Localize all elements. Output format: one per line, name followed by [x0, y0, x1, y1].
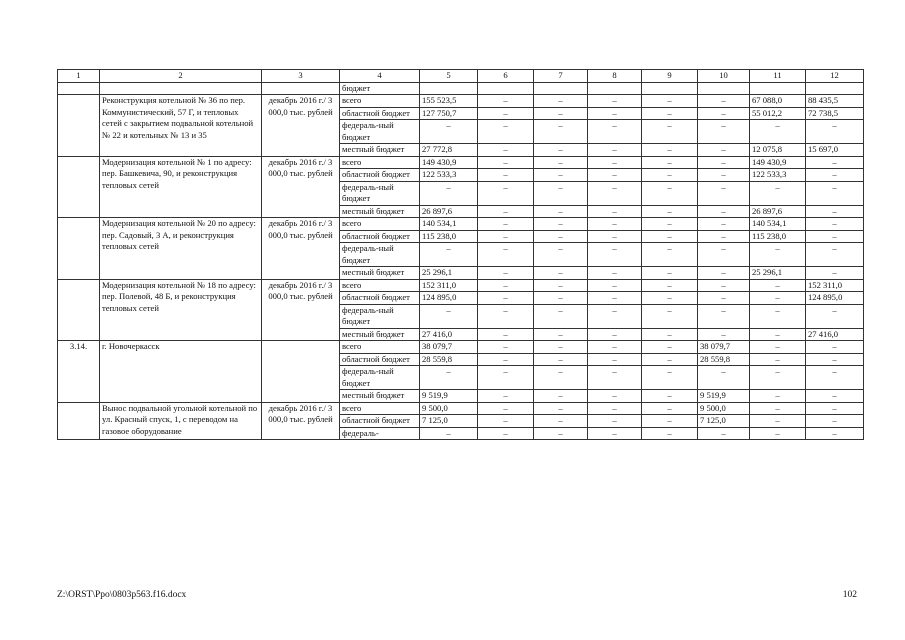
project-name: г. Новочеркасск [100, 341, 262, 403]
footer-file-path: Z:\ORST\Ppo\0803p563.f16.docx [57, 590, 187, 600]
amount-cell: – [478, 427, 534, 440]
amount-cell: 7 125,0 [698, 415, 750, 428]
amount-cell: – [478, 181, 534, 205]
amount-cell: – [534, 156, 588, 169]
item-number [58, 156, 100, 218]
amount-cell: 28 559,8 [698, 353, 750, 366]
amount-cell: – [698, 304, 750, 328]
amount-cell: – [806, 304, 864, 328]
amount-cell: 27 416,0 [806, 328, 864, 341]
amount-cell: – [478, 366, 534, 390]
amount-cell: – [534, 366, 588, 390]
amount-cell: – [588, 218, 642, 231]
table-row [58, 341, 864, 354]
amount-cell: – [806, 390, 864, 403]
amount-cell: 88 435,5 [806, 95, 864, 108]
amount-cell: 27 772,8 [420, 144, 478, 157]
column-header: 3 [262, 70, 340, 83]
amount-cell: – [806, 415, 864, 428]
amount-cell: 38 079,7 [420, 341, 478, 354]
column-header: 12 [806, 70, 864, 83]
funding-source: областной бюджет [340, 230, 420, 243]
amount-cell: 124 895,0 [420, 292, 478, 305]
funding-source: всего [340, 402, 420, 415]
amount-cell: – [588, 107, 642, 120]
amount-cell: – [478, 243, 534, 267]
amount-cell: 115 238,0 [750, 230, 806, 243]
item-number [58, 402, 100, 440]
amount-cell: – [698, 218, 750, 231]
amount-cell: – [420, 120, 478, 144]
amount-cell: 122 533,3 [420, 169, 478, 182]
funding-source: областной бюджет [340, 292, 420, 305]
column-header: 1 [58, 70, 100, 83]
amount-cell: – [588, 279, 642, 292]
amount-cell: 9 500,0 [420, 402, 478, 415]
amount-cell: 25 296,1 [750, 267, 806, 280]
amount-cell: – [642, 279, 698, 292]
table-row [58, 95, 864, 108]
amount-cell: – [588, 402, 642, 415]
amount-cell: – [478, 279, 534, 292]
amount-cell: – [642, 304, 698, 328]
amount-cell: – [806, 218, 864, 231]
project-name: Вынос подвальной угольной котельной по ул. Красный спуск, 1, с переводом на газовое оборудование [100, 402, 262, 440]
empty-cell [478, 82, 534, 95]
amount-cell: 127 750,7 [420, 107, 478, 120]
amount-cell: – [698, 366, 750, 390]
amount-cell: – [806, 402, 864, 415]
amount-cell: – [588, 156, 642, 169]
amount-cell: – [642, 267, 698, 280]
amount-cell: – [534, 353, 588, 366]
amount-cell: 28 559,8 [420, 353, 478, 366]
funding-source: федераль-ный бюджет [340, 243, 420, 267]
amount-cell: – [478, 169, 534, 182]
item-number [58, 218, 100, 280]
amount-cell: 7 125,0 [420, 415, 478, 428]
amount-cell: – [806, 353, 864, 366]
amount-cell: 72 738,5 [806, 107, 864, 120]
amount-cell: – [698, 230, 750, 243]
amount-cell: – [698, 181, 750, 205]
amount-cell: – [478, 304, 534, 328]
amount-cell: – [534, 341, 588, 354]
amount-cell: – [478, 390, 534, 403]
amount-cell: – [534, 292, 588, 305]
amount-cell: – [698, 120, 750, 144]
column-number-header-row [58, 70, 864, 83]
amount-cell: – [698, 267, 750, 280]
amount-cell: 122 533,3 [750, 169, 806, 182]
funding-source: федераль-ный бюджет [340, 181, 420, 205]
amount-cell: – [534, 230, 588, 243]
amount-cell: – [642, 107, 698, 120]
empty-cell [58, 82, 100, 95]
amount-cell: – [750, 390, 806, 403]
empty-cell [698, 82, 750, 95]
funding-source: областной бюджет [340, 169, 420, 182]
amount-cell: – [534, 169, 588, 182]
amount-cell: – [806, 205, 864, 218]
amount-cell: – [642, 144, 698, 157]
funding-source: федераль-ный бюджет [340, 304, 420, 328]
amount-cell: – [534, 328, 588, 341]
amount-cell: – [478, 120, 534, 144]
amount-cell: – [698, 156, 750, 169]
amount-cell: 27 416,0 [420, 328, 478, 341]
amount-cell: – [588, 366, 642, 390]
amount-cell: – [588, 390, 642, 403]
empty-cell [262, 82, 340, 95]
amount-cell: – [588, 304, 642, 328]
amount-cell: – [642, 120, 698, 144]
amount-cell: – [642, 95, 698, 108]
funding-source: местный бюджет [340, 267, 420, 280]
funding-source: всего [340, 279, 420, 292]
amount-cell: 25 296,1 [420, 267, 478, 280]
amount-cell: – [478, 353, 534, 366]
funding-source: всего [340, 341, 420, 354]
amount-cell: 140 534,1 [750, 218, 806, 231]
amount-cell: – [420, 181, 478, 205]
amount-cell: – [698, 292, 750, 305]
completion-term: декабрь 2016 г./ 3 000,0 тыс. рублей [262, 156, 340, 218]
amount-cell: – [642, 205, 698, 218]
amount-cell: – [642, 230, 698, 243]
project-name: Модернизация котельной № 20 по адресу: пер. Садовый, 3 А, и реконструкция тепловых сетей [100, 218, 262, 280]
amount-cell: – [420, 366, 478, 390]
funding-source: федераль-ный бюджет [340, 120, 420, 144]
amount-cell: 149 430,9 [750, 156, 806, 169]
amount-cell: 140 534,1 [420, 218, 478, 231]
amount-cell: 152 311,0 [806, 279, 864, 292]
amount-cell: – [698, 243, 750, 267]
funding-source: местный бюджет [340, 144, 420, 157]
amount-cell: – [642, 169, 698, 182]
amount-cell: – [806, 181, 864, 205]
amount-cell: – [698, 427, 750, 440]
amount-cell: – [588, 95, 642, 108]
amount-cell: – [642, 341, 698, 354]
project-name: Модернизация котельной № 18 по адресу: пер. Полевой, 48 Б, и реконструкция тепловых сетей [100, 279, 262, 341]
amount-cell: – [478, 230, 534, 243]
amount-cell: – [698, 328, 750, 341]
amount-cell: – [642, 390, 698, 403]
funding-source: местный бюджет [340, 205, 420, 218]
amount-cell: – [698, 107, 750, 120]
amount-cell: – [642, 218, 698, 231]
amount-cell: – [642, 243, 698, 267]
amount-cell: – [642, 427, 698, 440]
funding-source: всего [340, 218, 420, 231]
column-header: 4 [340, 70, 420, 83]
amount-cell: – [806, 169, 864, 182]
footer-page-number: 102 [842, 590, 857, 600]
project-name: Модернизация котельной № 1 по адресу: пер. Башкевича, 90, и реконструкция тепловых сетей [100, 156, 262, 218]
amount-cell: – [534, 95, 588, 108]
amount-cell: – [642, 353, 698, 366]
amount-cell: – [588, 181, 642, 205]
funding-source: местный бюджет [340, 328, 420, 341]
funding-source: областной бюджет [340, 353, 420, 366]
table-row [58, 279, 864, 292]
funding-source: областной бюджет [340, 415, 420, 428]
continuation-source: бюджет [340, 82, 420, 95]
amount-cell: – [588, 169, 642, 182]
amount-cell: 9 519,9 [698, 390, 750, 403]
amount-cell: – [806, 230, 864, 243]
empty-cell [420, 82, 478, 95]
amount-cell: – [806, 366, 864, 390]
item-number [58, 279, 100, 341]
amount-cell: 38 079,7 [698, 341, 750, 354]
amount-cell: – [420, 427, 478, 440]
amount-cell: – [534, 279, 588, 292]
table-row [58, 218, 864, 231]
amount-cell: – [806, 156, 864, 169]
amount-cell: – [750, 181, 806, 205]
amount-cell: – [478, 415, 534, 428]
column-header: 7 [534, 70, 588, 83]
funding-source: всего [340, 156, 420, 169]
amount-cell: – [478, 107, 534, 120]
amount-cell: – [750, 427, 806, 440]
amount-cell: – [588, 120, 642, 144]
amount-cell: – [588, 243, 642, 267]
amount-cell: 124 895,0 [806, 292, 864, 305]
funding-source: федераль- [340, 427, 420, 440]
amount-cell: – [478, 218, 534, 231]
amount-cell: – [420, 243, 478, 267]
amount-cell: – [750, 120, 806, 144]
amount-cell: – [534, 107, 588, 120]
amount-cell: – [642, 156, 698, 169]
table-row [58, 156, 864, 169]
amount-cell: 26 897,6 [750, 205, 806, 218]
amount-cell: – [642, 366, 698, 390]
amount-cell: – [534, 144, 588, 157]
amount-cell: 15 697,0 [806, 144, 864, 157]
amount-cell: 155 523,5 [420, 95, 478, 108]
amount-cell: – [534, 243, 588, 267]
column-header: 5 [420, 70, 478, 83]
funding-table [57, 69, 864, 440]
amount-cell: – [588, 415, 642, 428]
column-header: 9 [642, 70, 698, 83]
amount-cell: – [750, 415, 806, 428]
amount-cell: 115 238,0 [420, 230, 478, 243]
empty-cell [806, 82, 864, 95]
amount-cell: – [698, 279, 750, 292]
completion-term: декабрь 2016 г./ 3 000,0 тыс. рублей [262, 218, 340, 280]
amount-cell: – [534, 267, 588, 280]
amount-cell: – [534, 205, 588, 218]
amount-cell: 152 311,0 [420, 279, 478, 292]
amount-cell: – [534, 181, 588, 205]
amount-cell: 55 012,2 [750, 107, 806, 120]
amount-cell: 67 088,0 [750, 95, 806, 108]
amount-cell: – [588, 292, 642, 305]
amount-cell: – [534, 304, 588, 328]
amount-cell: – [750, 341, 806, 354]
amount-cell: – [750, 328, 806, 341]
amount-cell: – [588, 353, 642, 366]
amount-cell: – [698, 95, 750, 108]
continuation-row [58, 82, 864, 95]
amount-cell: – [588, 341, 642, 354]
amount-cell: – [588, 230, 642, 243]
amount-cell: – [534, 390, 588, 403]
amount-cell: – [478, 144, 534, 157]
amount-cell: 26 897,6 [420, 205, 478, 218]
amount-cell: – [588, 267, 642, 280]
funding-source: федераль-ный бюджет [340, 366, 420, 390]
amount-cell: – [698, 205, 750, 218]
column-header: 2 [100, 70, 262, 83]
amount-cell: – [478, 328, 534, 341]
amount-cell: – [750, 304, 806, 328]
amount-cell: – [478, 156, 534, 169]
amount-cell: – [642, 415, 698, 428]
amount-cell: – [478, 95, 534, 108]
amount-cell: – [534, 402, 588, 415]
amount-cell: – [642, 328, 698, 341]
amount-cell: – [698, 144, 750, 157]
funding-source: областной бюджет [340, 107, 420, 120]
amount-cell: – [750, 292, 806, 305]
amount-cell: – [806, 267, 864, 280]
completion-term [262, 341, 340, 403]
item-number [58, 95, 100, 157]
empty-cell [588, 82, 642, 95]
empty-cell [642, 82, 698, 95]
amount-cell: – [534, 427, 588, 440]
amount-cell: 12 075,8 [750, 144, 806, 157]
amount-cell: – [478, 205, 534, 218]
amount-cell: – [478, 341, 534, 354]
funding-source: всего [340, 95, 420, 108]
amount-cell: – [478, 267, 534, 280]
column-header: 10 [698, 70, 750, 83]
amount-cell: – [534, 218, 588, 231]
amount-cell: 9 519,9 [420, 390, 478, 403]
amount-cell: – [642, 292, 698, 305]
funding-source: местный бюджет [340, 390, 420, 403]
amount-cell: – [806, 243, 864, 267]
amount-cell: – [588, 205, 642, 218]
amount-cell: – [750, 279, 806, 292]
column-header: 6 [478, 70, 534, 83]
amount-cell: – [806, 341, 864, 354]
table-row [58, 402, 864, 415]
item-number: 3.14. [58, 341, 100, 403]
empty-cell [750, 82, 806, 95]
amount-cell: – [588, 328, 642, 341]
amount-cell: – [698, 169, 750, 182]
empty-cell [534, 82, 588, 95]
amount-cell: – [642, 181, 698, 205]
amount-cell: – [750, 243, 806, 267]
completion-term: декабрь 2016 г./ 3 000,0 тыс. рублей [262, 402, 340, 440]
amount-cell: – [750, 402, 806, 415]
completion-term: декабрь 2016 г./ 3 000,0 тыс. рублей [262, 279, 340, 341]
amount-cell: – [588, 144, 642, 157]
completion-term: декабрь 2016 г./ 3 000,0 тыс. рублей [262, 95, 340, 157]
amount-cell: 9 500,0 [698, 402, 750, 415]
amount-cell: – [806, 120, 864, 144]
amount-cell: – [806, 427, 864, 440]
amount-cell: – [420, 304, 478, 328]
amount-cell: – [534, 120, 588, 144]
amount-cell: – [588, 427, 642, 440]
amount-cell: – [642, 402, 698, 415]
amount-cell: – [478, 292, 534, 305]
amount-cell: – [478, 402, 534, 415]
column-header: 11 [750, 70, 806, 83]
amount-cell: – [750, 366, 806, 390]
empty-cell [100, 82, 262, 95]
amount-cell: 149 430,9 [420, 156, 478, 169]
column-header: 8 [588, 70, 642, 83]
project-name: Реконструкция котельной № 36 по пер. Коммунистический, 57 Г, и тепловых сетей с закрытием подвальной котельной № 22 и котельных № 13 и 35 [100, 95, 262, 157]
amount-cell: – [750, 353, 806, 366]
amount-cell: – [534, 415, 588, 428]
